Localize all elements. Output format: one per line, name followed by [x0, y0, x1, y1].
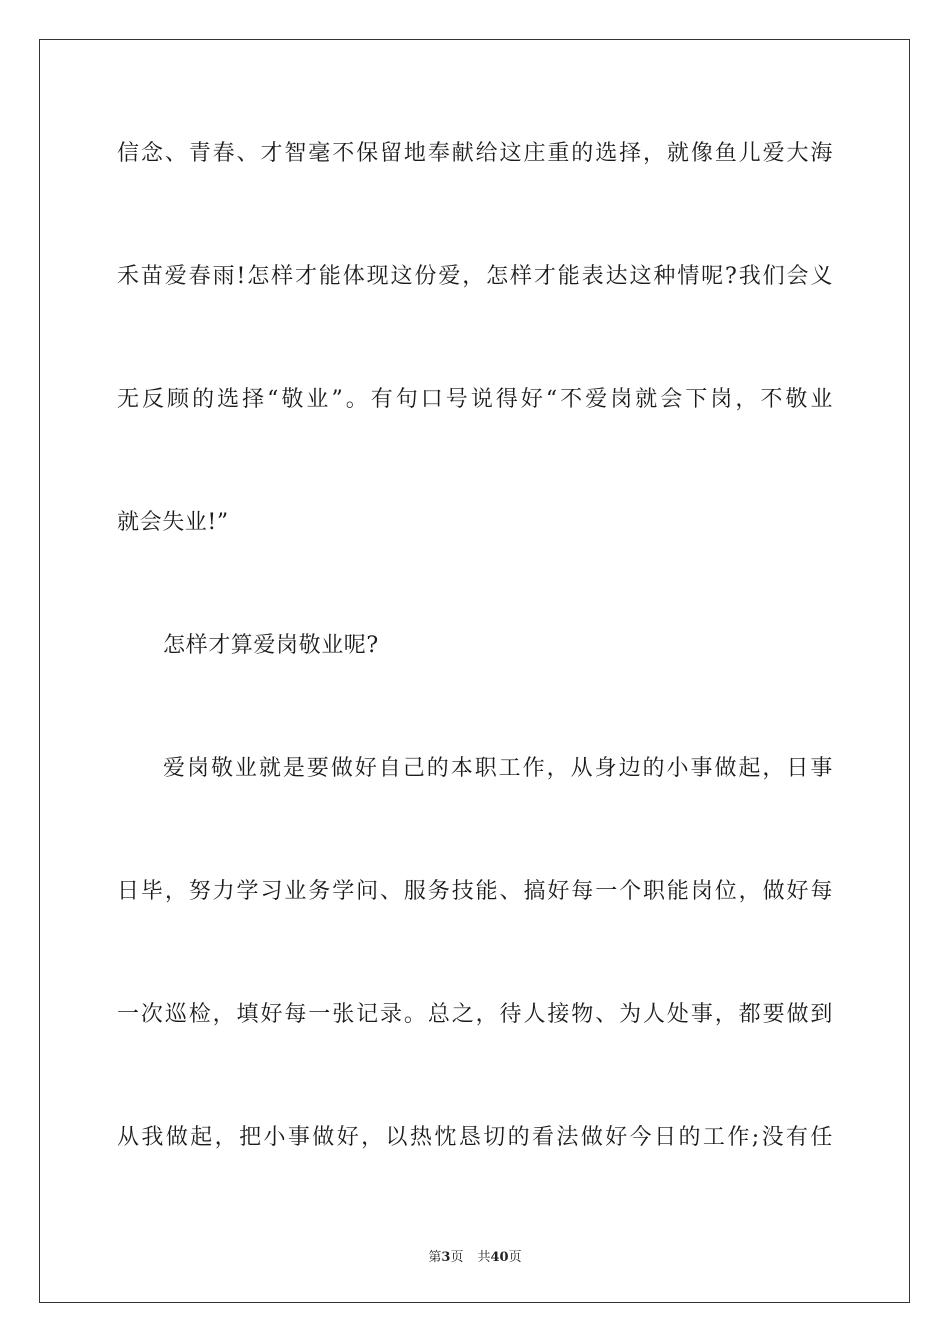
page-number: 3 — [441, 1250, 451, 1265]
text-line-2: 禾苗爱春雨!怎样才能体现这份爱，怎样才能表达这种情呢?我们会义 — [117, 264, 833, 289]
page-prefix: 第 — [428, 1250, 442, 1265]
text-line-4: 就会失业!” — [117, 510, 229, 535]
text-line-5: 怎样才算爱岗敬业呢? — [163, 633, 379, 658]
text-line-1: 信念、青春、才智毫不保留地奉献给这庄重的选择，就像鱼儿爱大海 — [117, 141, 833, 166]
total-pages: 40 — [490, 1250, 509, 1265]
text-line-7: 日毕，努力学习业务学问、服务技能、搞好每一个职能岗位，做好每 — [117, 879, 833, 904]
text-line-9: 从我做起，把小事做好，以热忱恳切的看法做好今日的工作;没有任 — [117, 1125, 833, 1150]
text-line-8: 一次巡检，填好每一张记录。总之，待人接物、为人处事，都要做到 — [117, 1002, 833, 1027]
page-border — [39, 39, 910, 1303]
total-prefix: 共 — [477, 1250, 491, 1265]
page-suffix: 页 — [450, 1250, 464, 1265]
total-suffix: 页 — [508, 1250, 522, 1265]
text-line-6: 爱岗敬业就是要做好自己的本职工作，从身边的小事做起，日事 — [163, 756, 833, 781]
page-footer — [0, 1246, 950, 1265]
text-line-3: 无反顾的选择“敬业”。有句口号说得好“不爱岗就会下岗，不敬业 — [117, 387, 833, 412]
